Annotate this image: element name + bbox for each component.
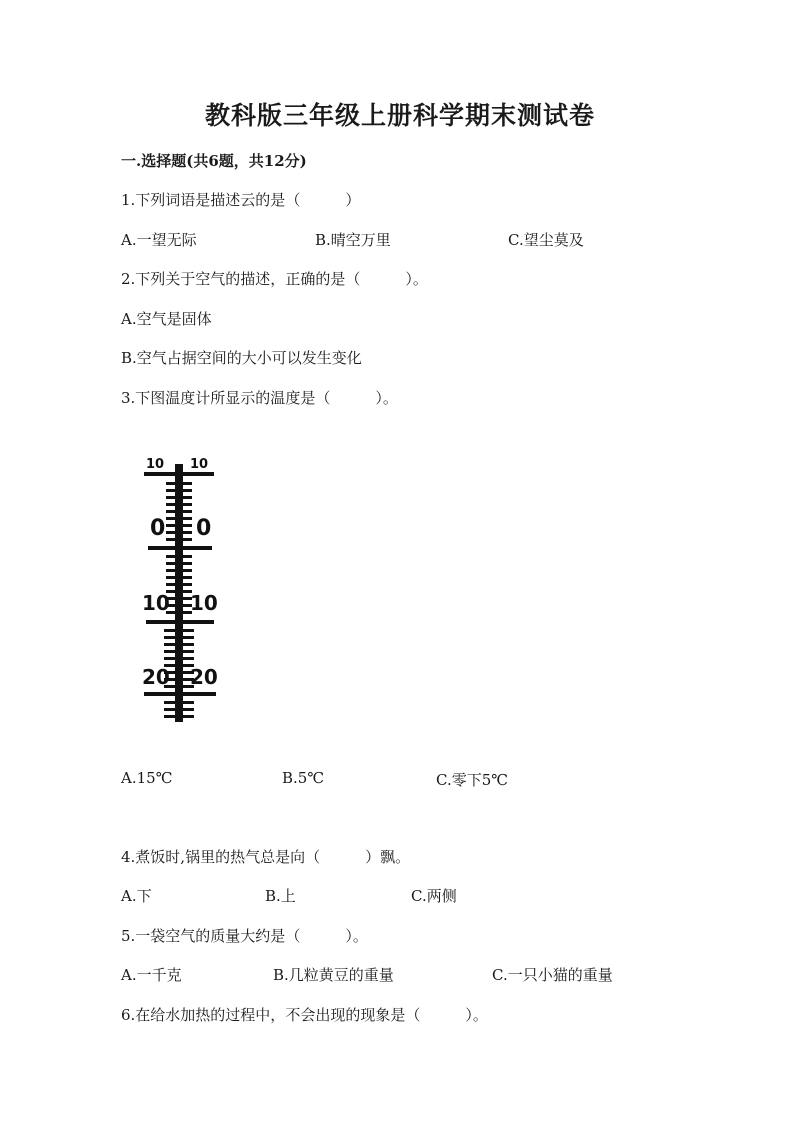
question-2-option-a: A.空气是固体 [121, 310, 212, 328]
thermometer-top-label-left: 10 [146, 457, 165, 472]
question-6-stem: 6.在给水加热的过程中，不会出现的现象是（ ）。 [121, 1006, 488, 1024]
question-5-option-c: C.一只小猫的重量 [492, 966, 613, 984]
question-3-option-a: A.15℃ [121, 769, 173, 787]
thermometer-top-label-right: 10 [190, 457, 209, 472]
question-1-option-c: C.望尘莫及 [508, 231, 584, 249]
thermometer-label-right-20: 20 [190, 665, 218, 689]
page-title: 教科版三年级上册科学期末测试卷 [204, 101, 595, 130]
question-4-option-b: B.上 [265, 887, 296, 905]
question-3-stem: 3.下图温度计所显示的温度是（ ）。 [121, 389, 398, 407]
thermometer-image [118, 452, 238, 727]
question-5-option-a: A.一千克 [121, 966, 182, 984]
thermometer-label-right-10: 10 [190, 591, 218, 615]
question-2-option-b: B.空气占据空间的大小可以发生变化 [121, 349, 362, 367]
question-1-option-b: B.晴空万里 [315, 231, 391, 249]
question-1-stem: 1.下列词语是描述云的是（ ） [121, 191, 361, 209]
question-3-option-c: C.零下5℃ [436, 771, 509, 789]
section-heading: 一.选择题(共6题，共12分) [121, 152, 307, 170]
thermometer-label-left-0: 0 [150, 516, 166, 541]
thermometer-label-left-20: 20 [142, 665, 170, 689]
question-1-option-a: A.一望无际 [121, 231, 197, 249]
question-4-stem: 4.煮饭时,锅里的热气总是向（ ）飘。 [121, 848, 411, 866]
question-2-stem: 2.下列关于空气的描述，正确的是（ ）。 [121, 270, 428, 288]
question-5-stem: 5.一袋空气的质量大约是（ ）。 [121, 927, 368, 945]
thermometer-label-left-10: 10 [142, 591, 170, 615]
thermometer-label-right-0: 0 [196, 516, 212, 541]
question-4-option-a: A.下 [121, 887, 152, 905]
thermometer-major-tick [144, 472, 214, 476]
question-4-option-c: C.两侧 [411, 887, 457, 905]
question-3-option-b: B.5℃ [282, 769, 325, 787]
question-5-option-b: B.几粒黄豆的重量 [273, 966, 394, 984]
